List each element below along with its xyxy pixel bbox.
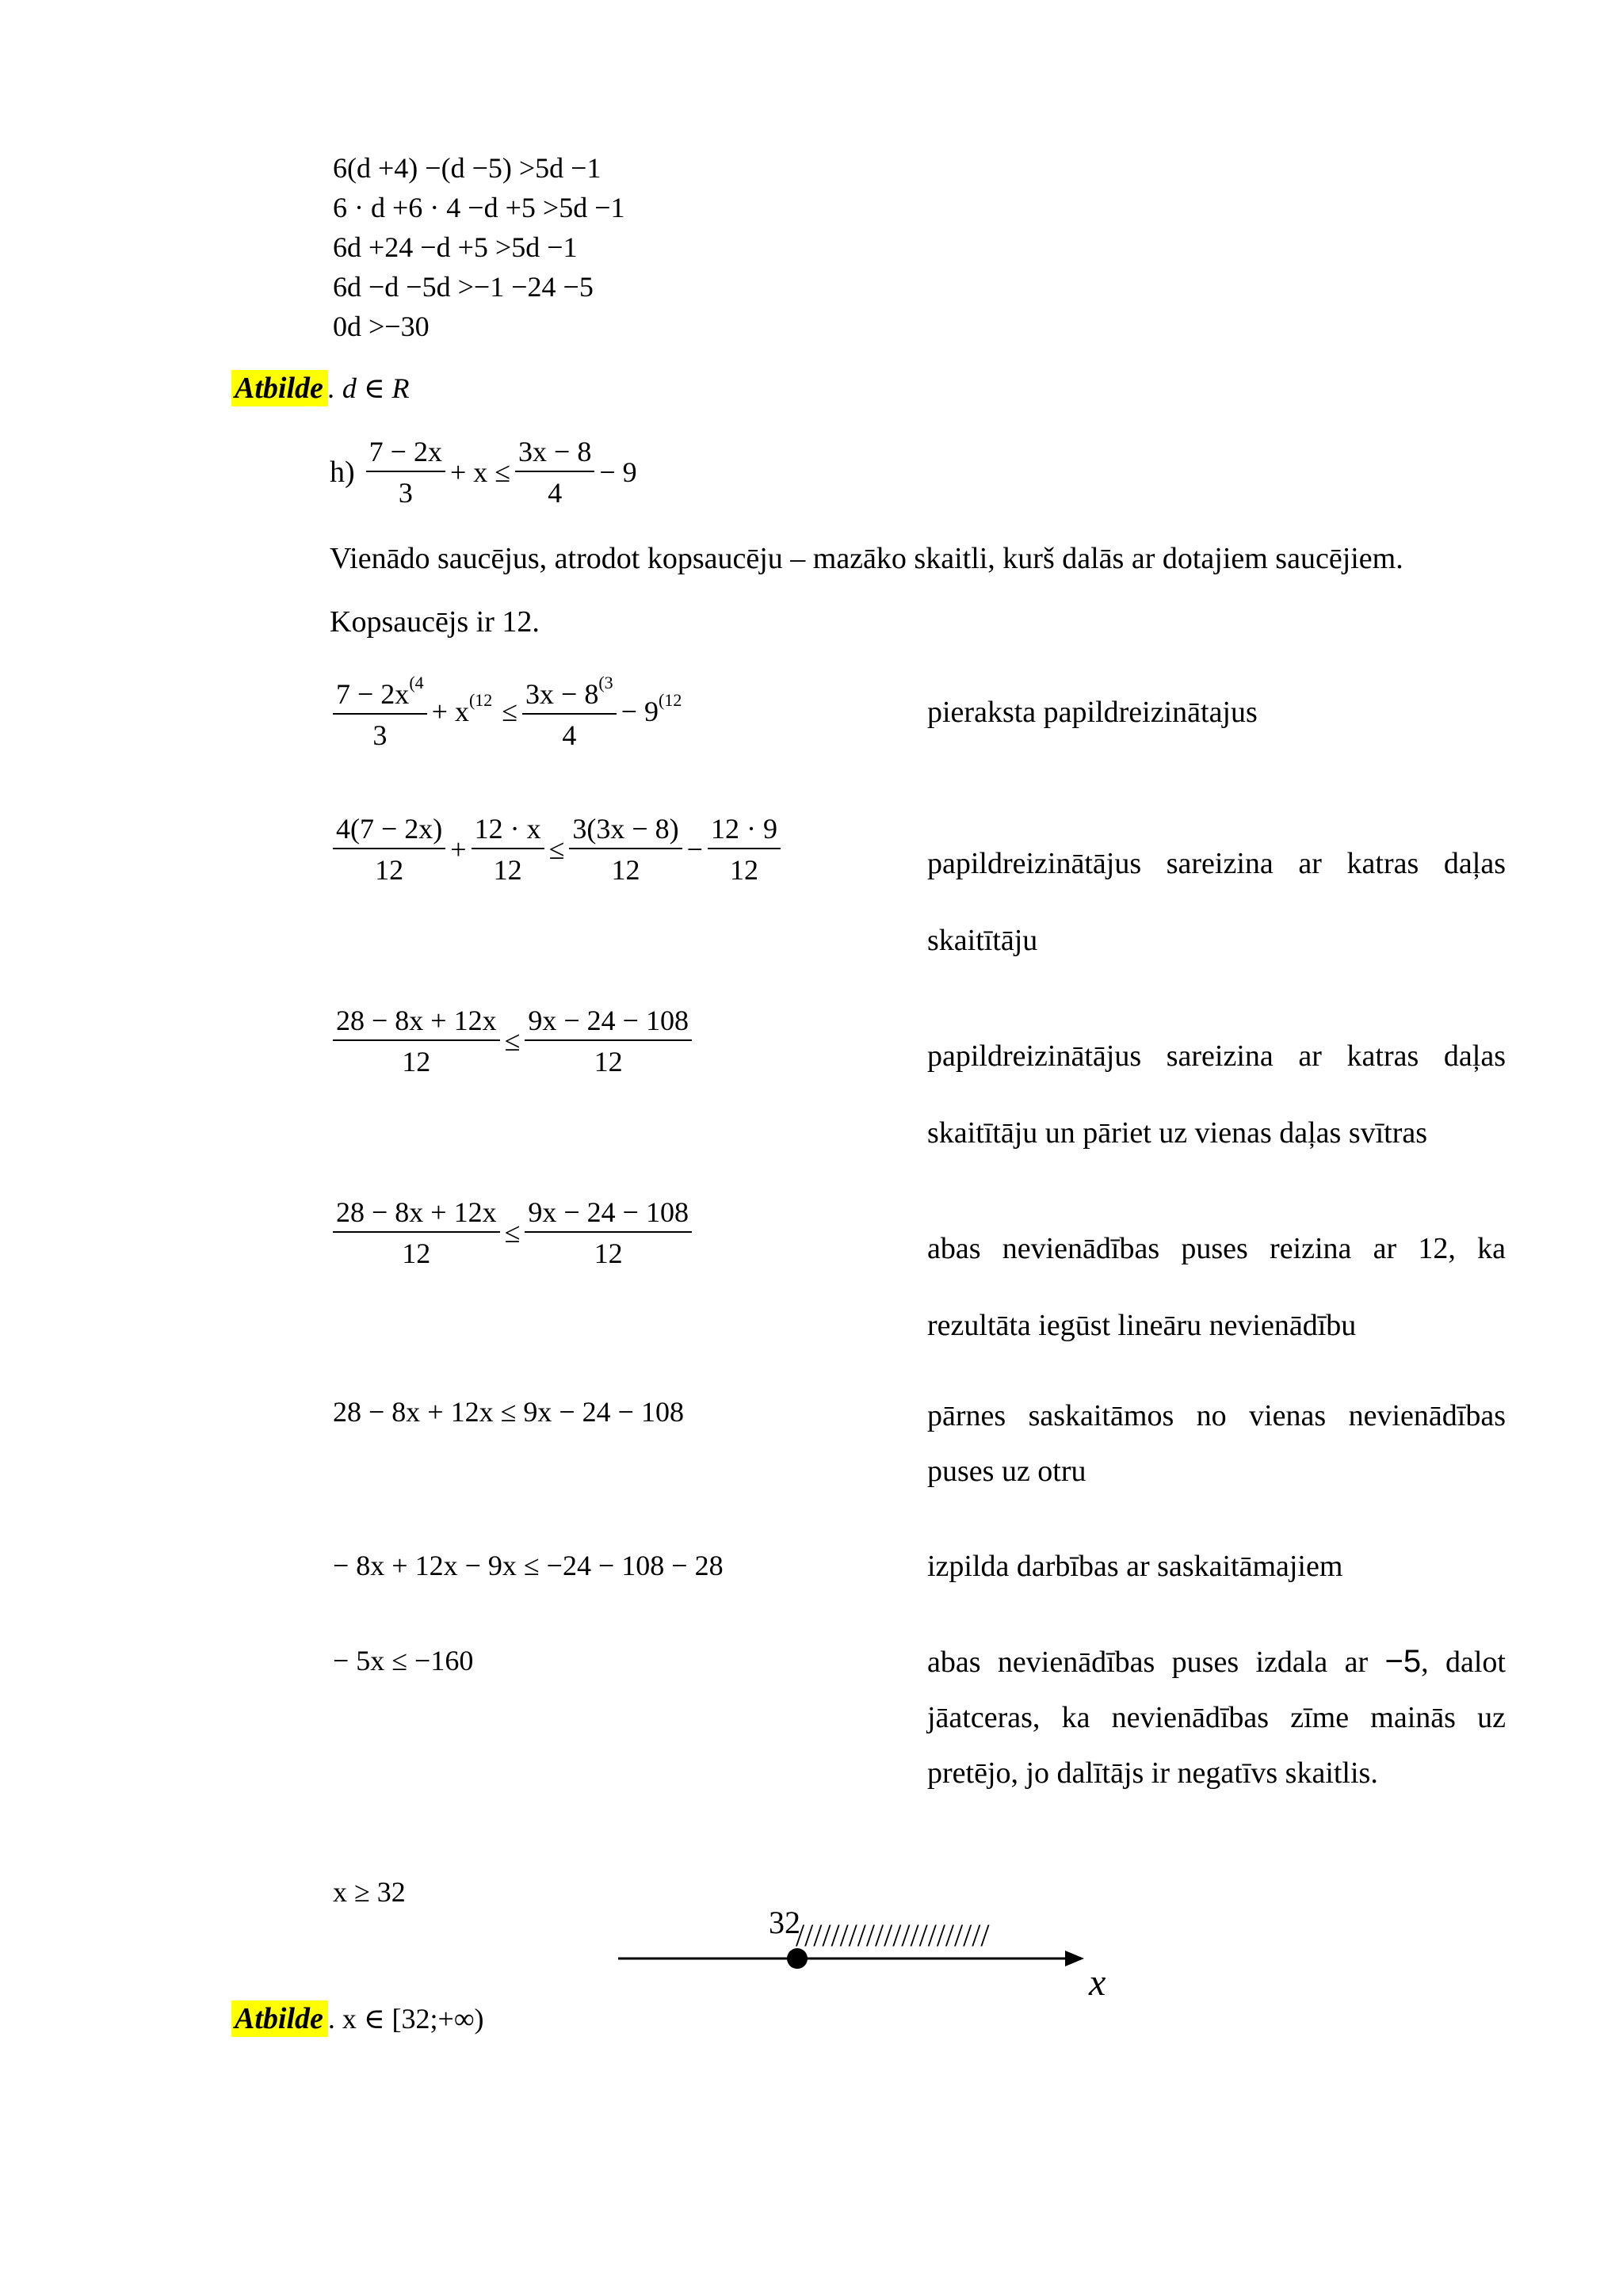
frac-numerator: 4(7 − 2x)	[333, 811, 445, 849]
num-text: 3x − 8	[525, 678, 599, 710]
frac-denominator: 12	[375, 854, 404, 886]
mid-text: + x	[431, 696, 469, 727]
answer-label: Atbilde	[231, 2000, 328, 2037]
point-label: 32	[769, 1905, 800, 1940]
step-7-desc-a: abas nevienādības puses izdala ar	[927, 1646, 1369, 1679]
frac-denominator: 12	[594, 1238, 623, 1269]
step-4-expr	[333, 1195, 692, 1271]
task-h-op: + x ≤	[449, 456, 511, 488]
answer-h-text: . x ∈ [32;+∞)	[327, 2003, 484, 2035]
step-4-frac-2	[525, 1195, 692, 1271]
hatch-marks: //////////////////////	[796, 1917, 990, 1953]
step-4-desc: abas nevienādības puses reizina ar 12, ka rezultāta iegūst lineāru nevienādību	[927, 1232, 1506, 1342]
step-7-desc	[927, 1634, 1506, 1801]
result-expr: x ≥ 32	[333, 1876, 406, 1908]
step-2-frac-1	[333, 811, 445, 887]
frac-numerator: 28 − 8x + 12x	[333, 1195, 500, 1233]
step-5-desc: pārnes saskaitāmos no vienas nevienādības puses uz otru	[927, 1399, 1506, 1488]
intro-line-2: Kopsaucējs ir 12.	[330, 605, 540, 639]
step-6-expr: − 8x + 12x − 9x ≤ −24 − 108 − 28	[333, 1550, 724, 1581]
step-7-expr: − 5x ≤ −160	[333, 1645, 474, 1676]
task-h-label: h)	[330, 456, 355, 489]
frac-numerator	[522, 670, 617, 715]
leq-sign: ≤	[504, 1025, 521, 1057]
step-2-frac-3	[569, 811, 682, 887]
step-2-frac-4	[708, 811, 781, 887]
frac-numerator: 12 · 9	[708, 811, 781, 849]
frac-numerator: 12 · x	[472, 811, 544, 849]
multiplier: (3	[598, 673, 613, 692]
frac-denominator: 12	[594, 1046, 623, 1077]
step-g-4: 6d −d −5d >−1 −24 −5	[333, 271, 594, 303]
axis-arrow-icon	[1065, 1951, 1084, 1966]
frac-numerator: 28 − 8x + 12x	[333, 1003, 500, 1041]
task-h-tail: − 9	[599, 456, 637, 488]
frac-denominator: 12	[402, 1046, 431, 1077]
step-3-expr	[333, 1003, 692, 1079]
frac-numerator: 7 − 2x	[366, 434, 445, 472]
step-1-frac-2	[522, 670, 617, 753]
tail-text: − 9	[621, 696, 659, 727]
step-1-expr	[333, 670, 686, 753]
leq-sign: ≤	[548, 833, 565, 865]
step-g-2: 6 · d +6 · 4 −d +5 >5d −1	[333, 192, 625, 223]
number-line	[602, 1897, 1109, 2008]
multiplier: (12	[468, 690, 493, 710]
step-1-desc: pieraksta papildreizinātajus	[927, 696, 1258, 729]
answer-label: Atbilde	[231, 370, 328, 406]
answer-g	[231, 371, 410, 406]
frac-denominator: 12	[402, 1238, 431, 1269]
step-g-1: 6(d +4) −(d −5) >5d −1	[333, 152, 601, 184]
step-3-frac-1	[333, 1003, 500, 1079]
step-g-5: 0d >−30	[333, 311, 430, 342]
step-1-mid	[427, 690, 498, 728]
step-3-desc: papildreizinātājus sareizina ar katras daļas skaitītāju un pāriet uz vienas daļas svītras	[927, 1039, 1506, 1150]
task-h	[330, 434, 642, 510]
multiplier: (4	[409, 673, 424, 692]
frac-denominator: 3	[398, 477, 413, 509]
task-h-frac-1	[366, 434, 445, 510]
frac-denominator: 3	[372, 719, 388, 751]
frac-numerator: 9x − 24 − 108	[525, 1003, 692, 1041]
step-6-desc: izpilda darbības ar saskaitāmajiem	[927, 1550, 1343, 1583]
answer-h	[231, 2001, 483, 2036]
frac-numerator: 3(3x − 8)	[569, 811, 682, 849]
intro-line-1: Vienādo saucējus, atrodot kopsaucēju – mazāko skaitli, kurš dalās ar dotajiem saucējiem.	[330, 542, 1403, 575]
step-2-expr	[333, 811, 781, 887]
frac-denominator: 12	[611, 854, 640, 886]
task-h-frac-2	[515, 434, 594, 510]
num-text: 7 − 2x	[336, 678, 410, 710]
step-2-desc: papildreizinātājus sareizina ar katras daļas skaitītāju	[927, 847, 1506, 957]
step-1-frac-1	[333, 670, 427, 753]
frac-denominator: 4	[548, 477, 563, 509]
step-7-desc-b: , dalot jāatceras, ka nevienādības zīme mainās uz pretējo, jo dalītājs ir negatīvs skaitlis.	[927, 1646, 1506, 1790]
frac-numerator: 3x − 8	[515, 434, 594, 472]
step-1-tail	[617, 690, 687, 728]
step-2-frac-2	[472, 811, 544, 887]
frac-denominator: 4	[562, 719, 577, 751]
leq-sign: ≤	[504, 1217, 521, 1249]
plus-sign: +	[450, 833, 467, 865]
answer-g-text: . d ∈ R	[327, 372, 410, 404]
step-1-op: ≤	[502, 696, 518, 727]
step-7-value: −5	[1384, 1644, 1422, 1679]
step-g-3: 6d +24 −d +5 >5d −1	[333, 231, 578, 263]
frac-numerator: 9x − 24 − 108	[525, 1195, 692, 1233]
step-5-expr: 28 − 8x + 12x ≤ 9x − 24 − 108	[333, 1396, 684, 1428]
frac-denominator: 12	[493, 854, 522, 886]
axis-label: x	[1089, 1962, 1106, 2004]
multiplier: (12	[659, 690, 682, 710]
frac-numerator	[333, 670, 427, 715]
frac-denominator: 12	[729, 854, 758, 886]
step-4-frac-1	[333, 1195, 500, 1271]
minus-sign: −	[686, 833, 703, 865]
step-3-frac-2	[525, 1003, 692, 1079]
